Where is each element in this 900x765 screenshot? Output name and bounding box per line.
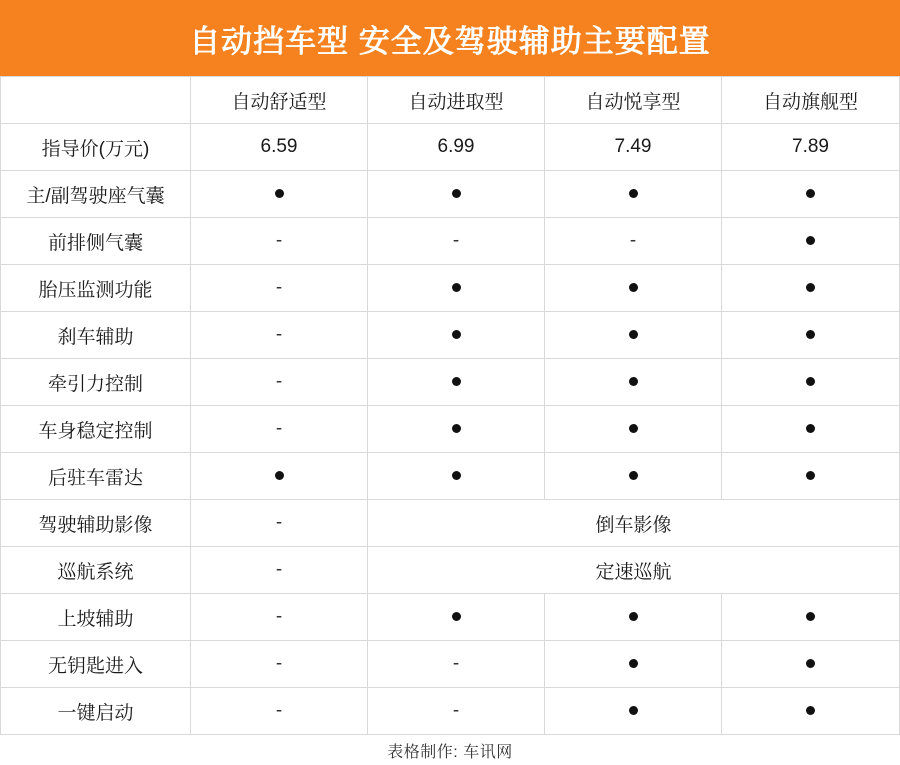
price-value-2: 6.99 xyxy=(368,124,545,171)
spec-table xyxy=(0,76,900,735)
feature-available-dot xyxy=(806,706,815,715)
table-row xyxy=(1,594,900,641)
feature-available-dot xyxy=(452,612,461,621)
cell-value xyxy=(191,171,368,218)
feature-available-dot xyxy=(452,471,461,480)
table-row xyxy=(1,453,900,500)
feature-available-dot xyxy=(806,424,815,433)
cell-value xyxy=(368,171,545,218)
cell-value xyxy=(191,312,368,359)
cell-value-merged: 倒车影像 xyxy=(368,500,900,547)
row-label: 前排侧气囊 xyxy=(1,218,191,265)
cell-value xyxy=(545,218,722,265)
row-label: 胎压监测功能 xyxy=(1,265,191,312)
cell-value xyxy=(368,641,545,688)
feature-unavailable-dash: - xyxy=(275,559,283,580)
column-header-4: 自动旗舰型 xyxy=(722,77,900,124)
row-label: 上坡辅助 xyxy=(1,594,191,641)
feature-available-dot xyxy=(806,612,815,621)
cell-value xyxy=(191,688,368,735)
cell-value xyxy=(368,453,545,500)
feature-available-dot xyxy=(806,236,815,245)
cell-value xyxy=(722,359,900,406)
cell-value xyxy=(545,265,722,312)
cell-value xyxy=(545,359,722,406)
feature-available-dot xyxy=(452,424,461,433)
feature-available-dot xyxy=(629,659,638,668)
cell-value xyxy=(722,171,900,218)
row-label: 后驻车雷达 xyxy=(1,453,191,500)
cell-value xyxy=(191,265,368,312)
table-row xyxy=(1,359,900,406)
cell-value xyxy=(191,594,368,641)
cell-value xyxy=(368,312,545,359)
cell-value xyxy=(545,453,722,500)
column-header-3: 自动悦享型 xyxy=(545,77,722,124)
row-label: 刹车辅助 xyxy=(1,312,191,359)
cell-value-merged: 定速巡航 xyxy=(368,547,900,594)
feature-unavailable-dash: - xyxy=(275,512,283,533)
cell-value xyxy=(368,688,545,735)
cell-value xyxy=(368,406,545,453)
cell-value xyxy=(722,641,900,688)
cell-value xyxy=(191,641,368,688)
feature-available-dot xyxy=(452,330,461,339)
cell-value xyxy=(191,500,368,547)
table-header-row xyxy=(1,77,900,124)
feature-unavailable-dash: - xyxy=(452,230,460,251)
feature-unavailable-dash: - xyxy=(275,606,283,627)
feature-available-dot xyxy=(806,471,815,480)
cell-value xyxy=(545,406,722,453)
row-label: 牵引力控制 xyxy=(1,359,191,406)
feature-unavailable-dash: - xyxy=(275,230,283,251)
cell-value xyxy=(368,218,545,265)
price-value-3: 7.49 xyxy=(545,124,722,171)
feature-unavailable-dash: - xyxy=(629,230,637,251)
cell-value xyxy=(368,265,545,312)
feature-available-dot xyxy=(806,283,815,292)
feature-unavailable-dash: - xyxy=(275,700,283,721)
cell-value xyxy=(368,359,545,406)
feature-unavailable-dash: - xyxy=(275,277,283,298)
feature-available-dot xyxy=(629,283,638,292)
footer xyxy=(0,735,900,765)
footer-credit: 表格制作: 车讯网 xyxy=(387,743,513,761)
cell-value xyxy=(191,547,368,594)
row-label: 巡航系统 xyxy=(1,547,191,594)
row-label: 车身稳定控制 xyxy=(1,406,191,453)
row-label-price: 指导价(万元) xyxy=(1,124,191,171)
feature-available-dot xyxy=(629,612,638,621)
table-row xyxy=(1,218,900,265)
cell-value xyxy=(545,688,722,735)
table-row xyxy=(1,641,900,688)
feature-available-dot xyxy=(629,330,638,339)
feature-available-dot xyxy=(806,659,815,668)
row-label: 无钥匙进入 xyxy=(1,641,191,688)
feature-unavailable-dash: - xyxy=(275,324,283,345)
feature-available-dot xyxy=(806,189,815,198)
feature-available-dot xyxy=(275,189,284,198)
cell-value xyxy=(545,641,722,688)
cell-value xyxy=(368,594,545,641)
feature-available-dot xyxy=(629,471,638,480)
row-label: 主/副驾驶座气囊 xyxy=(1,171,191,218)
cell-value xyxy=(722,688,900,735)
feature-unavailable-dash: - xyxy=(275,371,283,392)
cell-value xyxy=(545,312,722,359)
cell-value xyxy=(545,171,722,218)
column-header-1: 自动舒适型 xyxy=(191,77,368,124)
feature-unavailable-dash: - xyxy=(452,700,460,721)
feature-available-dot xyxy=(452,377,461,386)
corner-cell xyxy=(1,77,191,124)
cell-value xyxy=(191,453,368,500)
cell-value xyxy=(191,406,368,453)
table-row xyxy=(1,500,900,547)
cell-value xyxy=(545,594,722,641)
feature-unavailable-dash: - xyxy=(275,653,283,674)
table-row xyxy=(1,406,900,453)
cell-value xyxy=(722,406,900,453)
cell-value xyxy=(722,218,900,265)
title-bar xyxy=(0,0,900,76)
price-value-1: 6.59 xyxy=(191,124,368,171)
table-row xyxy=(1,547,900,594)
column-header-2: 自动进取型 xyxy=(368,77,545,124)
table-row xyxy=(1,312,900,359)
feature-available-dot xyxy=(806,377,815,386)
feature-available-dot xyxy=(452,283,461,292)
row-label: 驾驶辅助影像 xyxy=(1,500,191,547)
cell-value xyxy=(191,218,368,265)
page-title: 自动挡车型 安全及驾驶辅助主要配置 xyxy=(189,23,711,59)
feature-available-dot xyxy=(629,706,638,715)
feature-available-dot xyxy=(629,377,638,386)
table-row-price xyxy=(1,124,900,171)
table-row xyxy=(1,688,900,735)
feature-unavailable-dash: - xyxy=(275,418,283,439)
feature-unavailable-dash: - xyxy=(452,653,460,674)
table-row xyxy=(1,265,900,312)
feature-available-dot xyxy=(806,330,815,339)
cell-value xyxy=(722,265,900,312)
cell-value xyxy=(722,594,900,641)
feature-available-dot xyxy=(452,189,461,198)
feature-available-dot xyxy=(629,189,638,198)
feature-available-dot xyxy=(275,471,284,480)
feature-available-dot xyxy=(629,424,638,433)
price-value-4: 7.89 xyxy=(722,124,900,171)
cell-value xyxy=(191,359,368,406)
cell-value xyxy=(722,312,900,359)
cell-value xyxy=(722,453,900,500)
table-row xyxy=(1,171,900,218)
row-label: 一键启动 xyxy=(1,688,191,735)
